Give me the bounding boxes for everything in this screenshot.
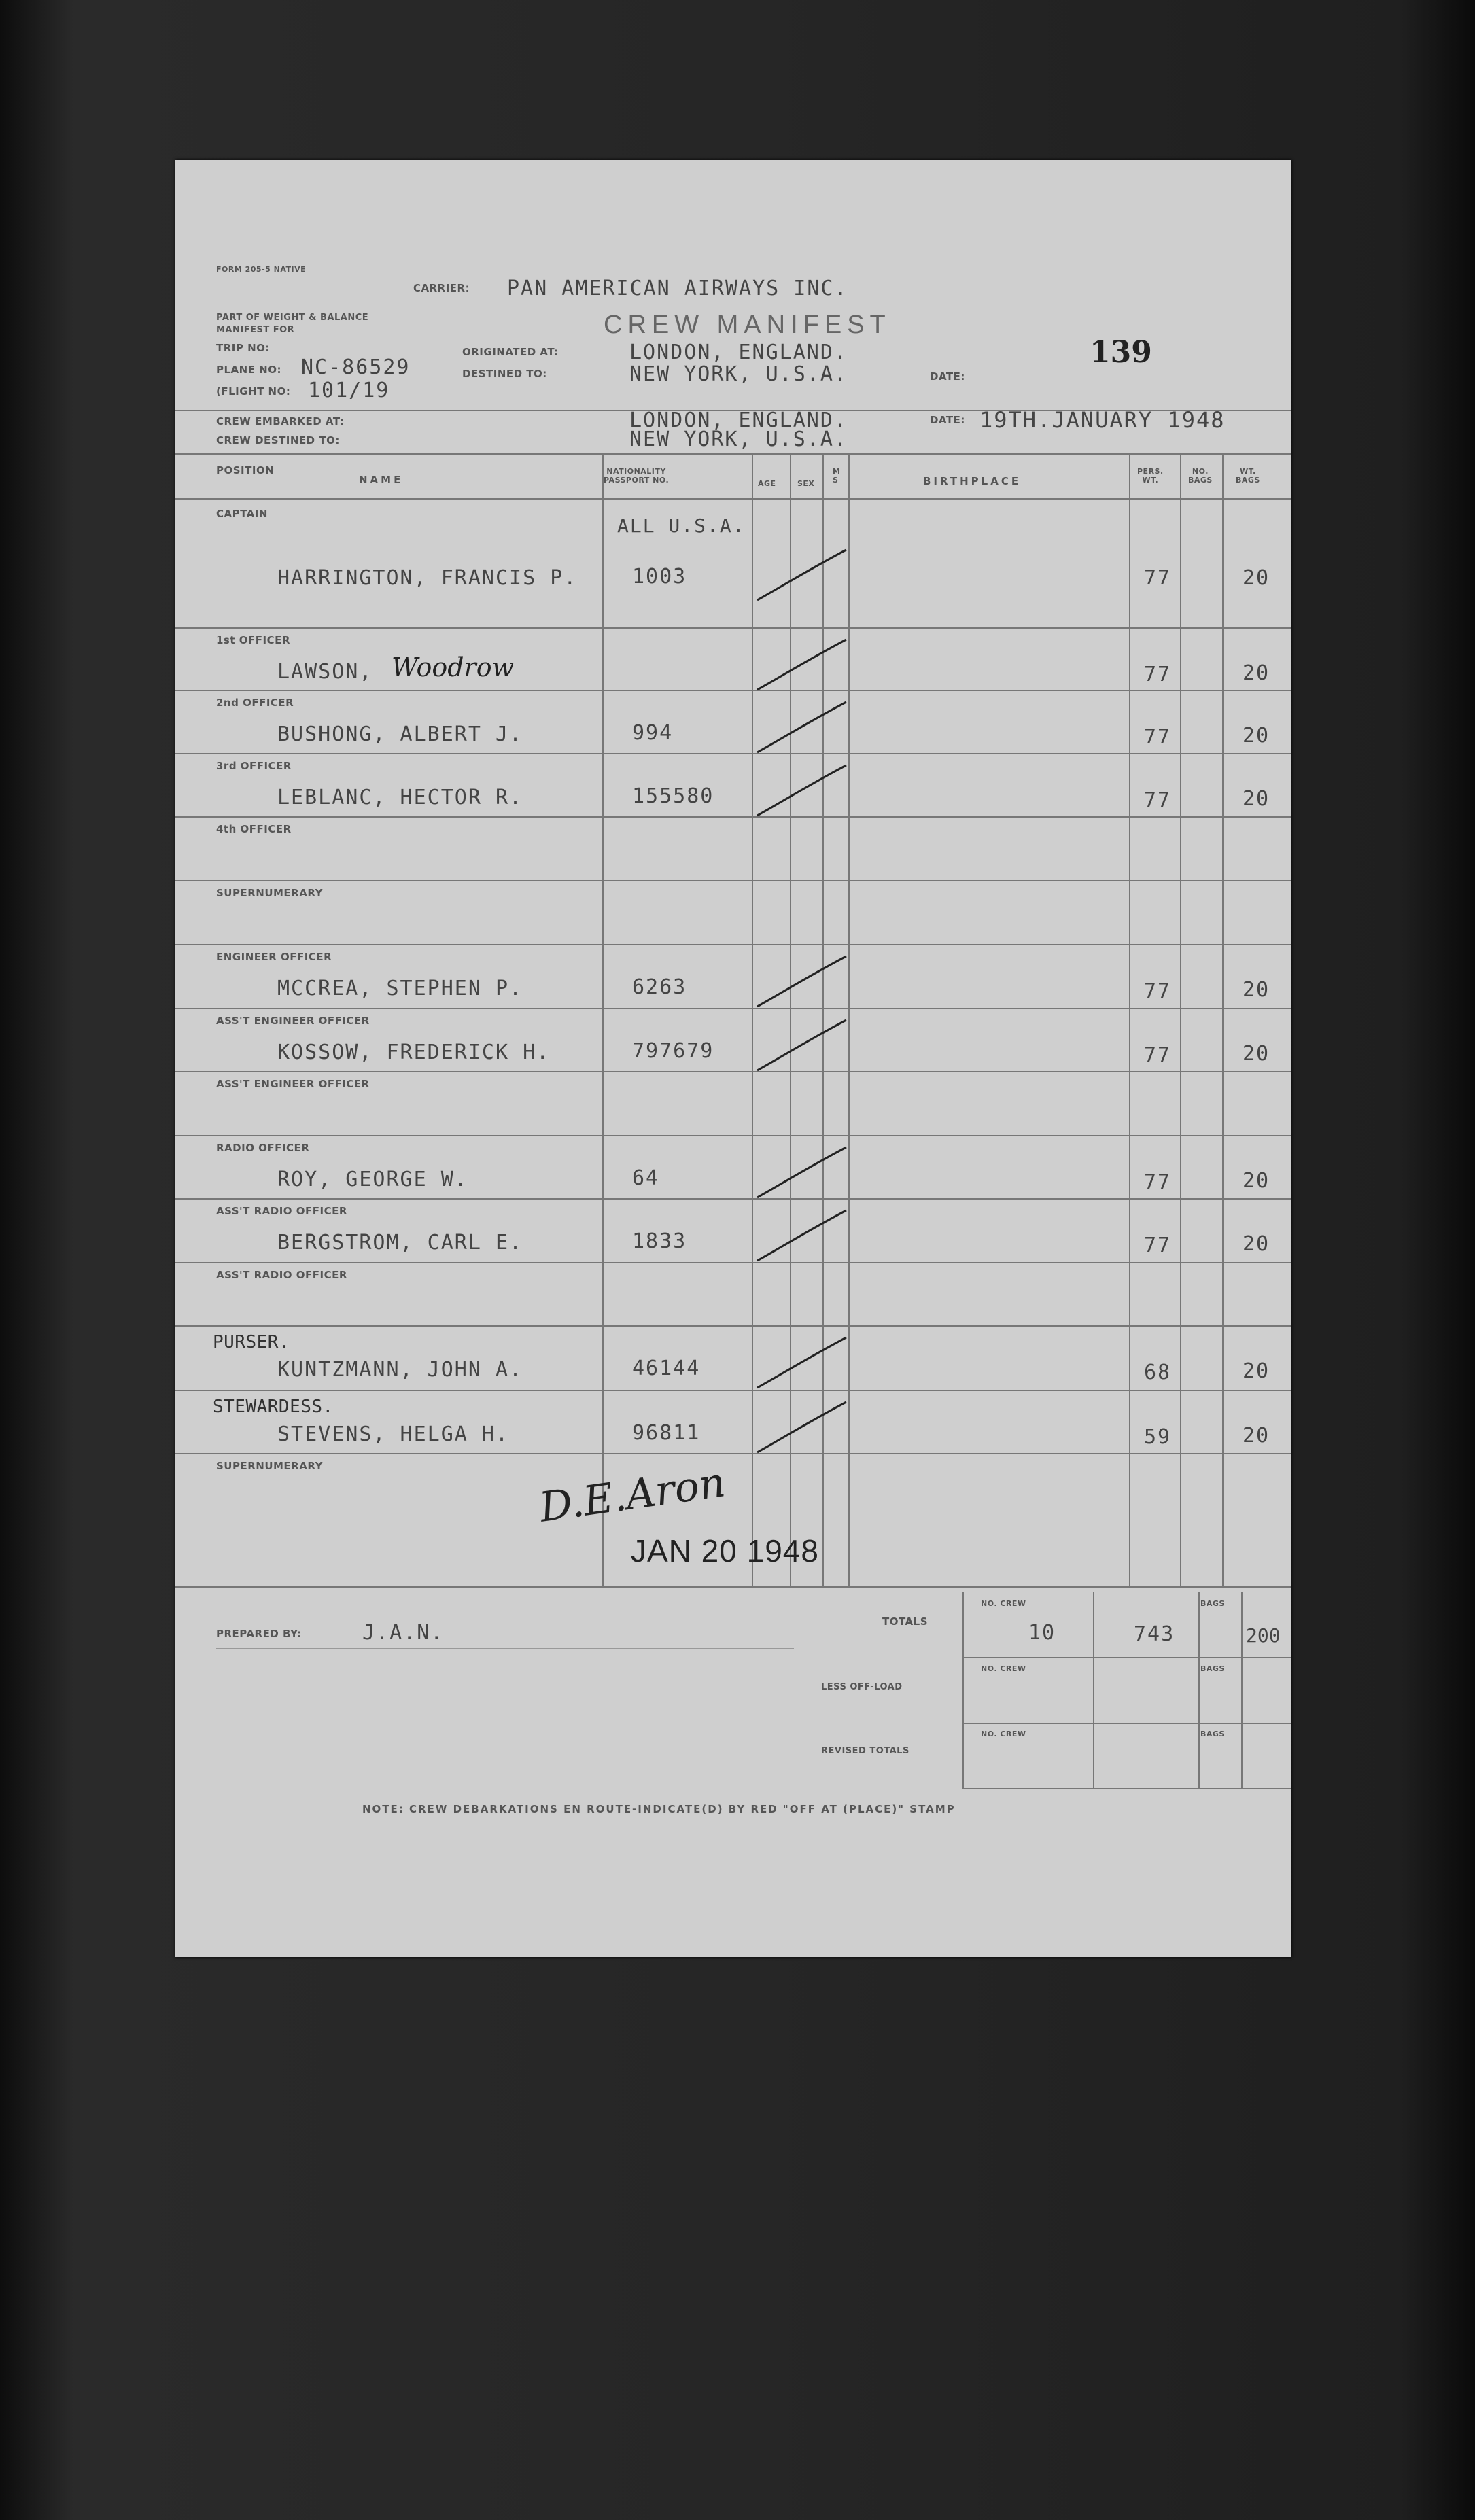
prepared-by-line bbox=[216, 1648, 794, 1649]
destined-label: DESTINED TO: bbox=[462, 368, 547, 380]
table-row bbox=[175, 1263, 1291, 1327]
form-title: CREW MANIFEST bbox=[604, 311, 891, 339]
personal-weight: 77 bbox=[1144, 979, 1172, 1003]
table-row bbox=[175, 1327, 1291, 1391]
position-label: ASS'T RADIO OFFICER bbox=[216, 1205, 347, 1217]
table-row bbox=[175, 754, 1291, 818]
passport-number: 96811 bbox=[632, 1421, 701, 1445]
bags-label-1: BAGS bbox=[1200, 1599, 1225, 1608]
position-label: STEWARDESS. bbox=[213, 1397, 334, 1417]
totals-label: TOTALS bbox=[882, 1615, 929, 1628]
check-mark bbox=[754, 1333, 850, 1395]
total-bags-value: 200 bbox=[1246, 1624, 1281, 1647]
originated-label: ORIGINATED AT: bbox=[462, 346, 559, 358]
personal-weight: 77 bbox=[1144, 725, 1172, 749]
bag-weight: 20 bbox=[1243, 1169, 1270, 1193]
crew-name: ROY, GEORGE W. bbox=[277, 1168, 468, 1191]
table-row bbox=[175, 1009, 1291, 1072]
bag-weight: 20 bbox=[1243, 1359, 1270, 1383]
col-age: AGE bbox=[758, 479, 776, 488]
bag-weight: 20 bbox=[1243, 978, 1270, 1002]
passport-number: 155580 bbox=[632, 784, 714, 808]
crew-name: STEVENS, HELGA H. bbox=[277, 1422, 510, 1446]
table-row bbox=[175, 1391, 1291, 1454]
prepared-by-value: J.A.N. bbox=[362, 1621, 445, 1645]
crew-embarked-value: LONDON, ENGLAND. bbox=[629, 408, 848, 432]
document-number: 139 bbox=[1090, 335, 1152, 370]
less-offload-label: LESS OFF-LOAD bbox=[821, 1682, 903, 1692]
table-row bbox=[175, 1136, 1291, 1200]
crew-name: BUSHONG, ALBERT J. bbox=[277, 722, 523, 746]
check-mark bbox=[754, 698, 850, 759]
plane-label: PLANE NO: bbox=[216, 364, 281, 376]
crew-name: LAWSON, bbox=[277, 660, 373, 684]
total-weight-value: 743 bbox=[1134, 1622, 1175, 1646]
totals-box-mid1 bbox=[1093, 1592, 1094, 1789]
carrier-value: PAN AMERICAN AIRWAYS INC. bbox=[507, 277, 848, 300]
originated-value: LONDON, ENGLAND. bbox=[629, 340, 848, 364]
totals-top-rule bbox=[175, 1587, 1291, 1588]
passport-number: 1833 bbox=[632, 1229, 687, 1253]
personal-weight: 77 bbox=[1144, 1170, 1172, 1194]
position-label: 3rd OFFICER bbox=[216, 760, 292, 772]
totals-box-rule3 bbox=[962, 1788, 1291, 1789]
col-position: POSITION bbox=[216, 464, 275, 476]
carrier-label: CARRIER: bbox=[413, 282, 470, 294]
bag-weight: 20 bbox=[1243, 566, 1270, 590]
date2-value: 19TH.JANUARY 1948 bbox=[979, 407, 1226, 433]
nationality-note: ALL U.S.A. bbox=[617, 514, 746, 537]
personal-weight: 77 bbox=[1144, 788, 1172, 812]
plane-value: NC-86529 bbox=[301, 355, 411, 379]
check-mark bbox=[754, 1206, 850, 1267]
total-crew-value: 10 bbox=[1028, 1621, 1056, 1645]
crew-name: LEBLANC, HECTOR R. bbox=[277, 786, 523, 809]
bags-label-3: BAGS bbox=[1200, 1730, 1225, 1738]
personal-weight: 77 bbox=[1144, 1233, 1172, 1257]
col-sex: SEX bbox=[797, 479, 815, 488]
flight-value: 101/19 bbox=[308, 379, 390, 402]
date2-label: DATE: bbox=[930, 414, 965, 426]
bag-weight: 20 bbox=[1243, 787, 1270, 811]
check-mark bbox=[754, 1143, 850, 1204]
passport-number: 46144 bbox=[632, 1357, 701, 1380]
position-label: RADIO OFFICER bbox=[216, 1142, 310, 1154]
table-row bbox=[175, 498, 1291, 629]
bag-weight: 20 bbox=[1243, 1424, 1270, 1448]
personal-weight: 77 bbox=[1144, 566, 1172, 590]
crew-destined-label: CREW DESTINED TO: bbox=[216, 434, 340, 447]
position-label: ENGINEER OFFICER bbox=[216, 951, 332, 963]
bag-weight: 20 bbox=[1243, 1232, 1270, 1256]
position-label: ASS'T RADIO OFFICER bbox=[216, 1269, 347, 1281]
manifest-for-label: MANIFEST FOR bbox=[216, 325, 295, 335]
position-label: CAPTAIN bbox=[216, 508, 268, 520]
check-mark bbox=[754, 1016, 850, 1077]
col-birthplace: BIRTHPLACE bbox=[923, 475, 1022, 487]
position-label: SUPERNUMERARY bbox=[216, 1460, 323, 1472]
bag-weight: 20 bbox=[1243, 724, 1270, 748]
table-row bbox=[175, 881, 1291, 945]
col-pers-wt: PERS. WT. bbox=[1137, 467, 1164, 485]
position-label: PURSER. bbox=[213, 1332, 290, 1352]
table-row bbox=[175, 691, 1291, 754]
position-label: 2nd OFFICER bbox=[216, 697, 294, 709]
totals-box-left bbox=[962, 1592, 964, 1789]
position-label: SUPERNUMERARY bbox=[216, 887, 323, 899]
crew-name: HARRINGTON, FRANCIS P. bbox=[277, 566, 578, 590]
position-label: ASS'T ENGINEER OFFICER bbox=[216, 1078, 370, 1090]
position-label: 1st OFFICER bbox=[216, 634, 290, 646]
flight-label: (FLIGHT NO: bbox=[216, 385, 291, 398]
check-mark bbox=[754, 952, 850, 1013]
no-crew-label-1: NO. CREW bbox=[981, 1599, 1026, 1608]
totals-box-rule2 bbox=[962, 1723, 1291, 1724]
position-label: 4th OFFICER bbox=[216, 823, 292, 835]
footer-note: NOTE: CREW DEBARKATIONS EN ROUTE-INDICATE(D) BY RED "OFF AT (PLACE)" STAMP bbox=[362, 1803, 956, 1815]
crew-manifest-sheet bbox=[175, 160, 1291, 1957]
personal-weight: 59 bbox=[1144, 1425, 1172, 1449]
check-mark bbox=[754, 1398, 850, 1459]
check-mark bbox=[754, 635, 850, 697]
table-row bbox=[175, 1200, 1291, 1263]
col-no-bags: NO. BAGS bbox=[1188, 467, 1213, 485]
received-date-stamp: JAN 20 1948 bbox=[631, 1533, 819, 1569]
col-name: NAME bbox=[359, 474, 404, 486]
bag-weight: 20 bbox=[1243, 661, 1270, 685]
handwritten-first-name: Woodrow bbox=[392, 652, 515, 682]
personal-weight: 77 bbox=[1144, 663, 1172, 686]
crew-destined-value: NEW YORK, U.S.A. bbox=[629, 427, 848, 451]
totals-box-rule1 bbox=[962, 1657, 1291, 1658]
no-crew-label-3: NO. CREW bbox=[981, 1730, 1026, 1738]
passport-number: 994 bbox=[632, 721, 674, 745]
destined-value: NEW YORK, U.S.A. bbox=[629, 362, 848, 386]
passport-number: 797679 bbox=[632, 1039, 714, 1063]
table-top-rule bbox=[175, 453, 1291, 455]
passport-number: 6263 bbox=[632, 975, 687, 999]
check-mark bbox=[754, 761, 850, 822]
crew-name: MCCREA, STEPHEN P. bbox=[277, 977, 523, 1000]
bags-label-2: BAGS bbox=[1200, 1664, 1225, 1673]
revised-totals-label: REVISED TOTALS bbox=[821, 1746, 909, 1756]
table-row bbox=[175, 629, 1291, 691]
personal-weight: 77 bbox=[1144, 1043, 1172, 1067]
crew-name: KOSSOW, FREDERICK H. bbox=[277, 1040, 551, 1064]
table-row bbox=[175, 945, 1291, 1009]
totals-box-mid3 bbox=[1241, 1592, 1243, 1789]
trip-label: TRIP NO: bbox=[216, 342, 270, 354]
col-nationality: NATIONALITY PASSPORT NO. bbox=[604, 467, 670, 485]
no-crew-label-2: NO. CREW bbox=[981, 1664, 1026, 1673]
passport-number: 64 bbox=[632, 1166, 660, 1190]
table-row bbox=[175, 1072, 1291, 1136]
personal-weight: 68 bbox=[1144, 1361, 1172, 1384]
prepared-by-label: PREPARED BY: bbox=[216, 1628, 302, 1640]
table-row bbox=[175, 818, 1291, 881]
passport-number: 1003 bbox=[632, 565, 687, 589]
col-ms: M S bbox=[833, 467, 841, 485]
totals-box-mid2 bbox=[1198, 1592, 1200, 1789]
check-mark bbox=[754, 546, 850, 607]
part-of-label: PART OF WEIGHT & BALANCE bbox=[216, 313, 369, 323]
crew-name: BERGSTROM, CARL E. bbox=[277, 1231, 523, 1255]
form-reference: FORM 205-5 NATIVE bbox=[216, 265, 307, 274]
date-label: DATE: bbox=[930, 370, 965, 383]
crew-embarked-label: CREW EMBARKED AT: bbox=[216, 415, 345, 427]
signature: D.E.Aron bbox=[536, 1458, 729, 1532]
col-wt-bags: WT. BAGS bbox=[1236, 467, 1260, 485]
crew-name: KUNTZMANN, JOHN A. bbox=[277, 1358, 523, 1382]
bag-weight: 20 bbox=[1243, 1042, 1270, 1066]
position-label: ASS'T ENGINEER OFFICER bbox=[216, 1015, 370, 1027]
